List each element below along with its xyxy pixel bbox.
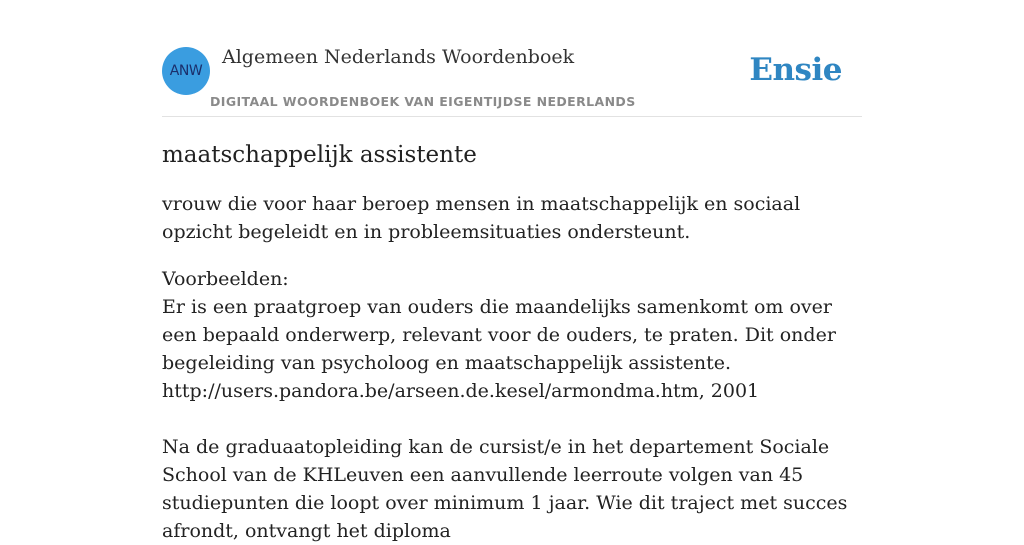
ensie-logo[interactable]: Ensie	[749, 52, 842, 88]
entry-definition: vrouw die voor haar beroep mensen in maatschappelijk en sociaal opzicht begeleidt en in probleemsituaties ondersteunt.	[162, 193, 801, 243]
entry-content	[162, 140, 872, 545]
anw-logo[interactable]: ANW	[162, 47, 210, 95]
entry-examples	[162, 265, 872, 545]
example-source: http://users.pandora.be/arseen.de.kesel/armondma.htm, 2001	[162, 380, 760, 402]
examples-label: Voorbeelden:	[162, 268, 289, 290]
site-header	[162, 0, 862, 117]
example-separator	[162, 405, 872, 433]
site-title[interactable]: Algemeen Nederlands Woordenboek	[222, 46, 575, 68]
example-text: Er is een praatgroep van ouders die maandelijks samenkomt om over een bepaald onderwerp, relevant voor de ouders, te praten. Dit onder begeleiding van psycholoog en maatschappelijk assistente.	[162, 296, 836, 374]
site-subtitle: DIGITAAL WOORDENBOEK VAN EIGENTIJDSE NEDERLANDS	[210, 94, 636, 109]
example-text: Na de graduaatopleiding kan de cursist/e in het departement Sociale School van de KHLeuven een aanvullende leerroute volgen van 45 studiepunten die loopt over minimum 1 jaar. Wie dit traject met succes afrondt, ontvangt het diploma	[162, 436, 848, 542]
entry-title: maatschappelijk assistente	[162, 142, 477, 168]
